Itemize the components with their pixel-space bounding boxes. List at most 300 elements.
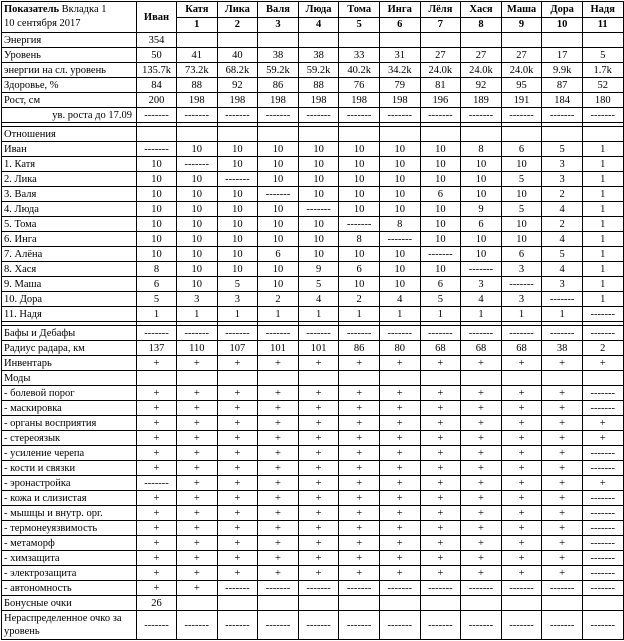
cell-11: ------- [582, 491, 623, 506]
cell-5: + [339, 446, 380, 461]
cell-ivan: + [137, 566, 177, 581]
empty-cell [298, 371, 339, 386]
column-number: 8 [461, 17, 501, 32]
column-header-ivan: Иван [137, 2, 177, 33]
cell-6: ------- [379, 232, 420, 247]
mod-row [2, 581, 624, 596]
cell-1: 10 [177, 172, 218, 187]
cell-4: 38 [298, 48, 339, 63]
empty-cell [137, 127, 177, 142]
cell-5: + [339, 476, 380, 491]
cell-3: + [258, 401, 299, 416]
cell-9: + [501, 461, 542, 476]
cell-10: + [542, 401, 583, 416]
cell-8: + [461, 386, 502, 401]
cell-10: ------- [542, 611, 583, 640]
cell-7: + [420, 536, 461, 551]
cell-4: + [298, 431, 339, 446]
cell-8: 27 [461, 48, 502, 63]
cell-5: 10 [339, 277, 380, 292]
relation-row [2, 217, 624, 232]
cell-3: 10 [258, 157, 299, 172]
row-label: - автономность [2, 581, 137, 596]
cell-9: 191 [501, 93, 542, 108]
cell-8: + [461, 356, 502, 371]
cell-6: + [379, 476, 420, 491]
cell-ivan: 10 [137, 232, 177, 247]
cell-6: 31 [379, 48, 420, 63]
cell-7: + [420, 431, 461, 446]
cell-10: + [542, 521, 583, 536]
cell-10: + [542, 446, 583, 461]
cell-7: ------- [420, 611, 461, 640]
cell-10: 2 [542, 187, 583, 202]
cell-8: + [461, 461, 502, 476]
row-label: - болевой порог [2, 386, 137, 401]
cell-4: ------- [298, 611, 339, 640]
cell-10: 3 [542, 172, 583, 187]
cell-ivan: 137 [137, 341, 177, 356]
cell-11: 1 [582, 277, 623, 292]
row-label: Радиус радара, км [2, 341, 137, 356]
table-title-cell [2, 2, 137, 33]
empty-cell [501, 127, 542, 142]
empty-cell [217, 127, 258, 142]
cell-5: ------- [339, 217, 380, 232]
mod-row [2, 461, 624, 476]
cell-3: 10 [258, 262, 299, 277]
cell-5 [339, 33, 380, 48]
cell-11 [582, 596, 623, 611]
cell-5: 198 [339, 93, 380, 108]
cell-5: + [339, 416, 380, 431]
cell-6: + [379, 416, 420, 431]
cell-1: + [177, 581, 218, 596]
column-name: Катя [185, 3, 209, 15]
cell-7: + [420, 461, 461, 476]
empty-cell [501, 371, 542, 386]
cell-7: 10 [420, 142, 461, 157]
cell-9: ------- [501, 611, 542, 640]
cell-7: 27 [420, 48, 461, 63]
cell-8: + [461, 401, 502, 416]
empty-cell [298, 127, 339, 142]
bonus-row [2, 596, 624, 611]
cell-2: + [217, 356, 258, 371]
cell-3: 2 [258, 292, 299, 307]
cell-3: 10 [258, 172, 299, 187]
cell-8: 189 [461, 93, 502, 108]
cell-2: 10 [217, 247, 258, 262]
cell-10: 9.9k [542, 63, 583, 78]
cell-1: + [177, 431, 218, 446]
row-label: 10. Дора [2, 292, 137, 307]
row-label: - органы восприятия [2, 416, 137, 431]
cell-7: 1 [420, 307, 461, 322]
cell-4: + [298, 416, 339, 431]
cell-ivan: ------- [137, 611, 177, 640]
cell-ivan: 26 [137, 596, 177, 611]
cell-ivan: + [137, 551, 177, 566]
relation-row [2, 292, 624, 307]
empty-cell [542, 371, 583, 386]
cell-9: 10 [501, 187, 542, 202]
cell-7: + [420, 446, 461, 461]
cell-4: 101 [298, 341, 339, 356]
cell-5: 40.2k [339, 63, 380, 78]
cell-10: + [542, 386, 583, 401]
mod-row [2, 446, 624, 461]
column-name: Дора [550, 3, 574, 15]
cell-7: 5 [420, 292, 461, 307]
cell-3: + [258, 536, 299, 551]
cell-4: + [298, 566, 339, 581]
stat-row [2, 78, 624, 93]
cell-8: + [461, 491, 502, 506]
cell-7: + [420, 521, 461, 536]
cell-10 [542, 596, 583, 611]
cell-11: ------- [582, 566, 623, 581]
cell-8: 8 [461, 142, 502, 157]
cell-10: 4 [542, 262, 583, 277]
cell-4: 10 [298, 142, 339, 157]
cell-5: 10 [339, 157, 380, 172]
cell-4: ------- [298, 326, 339, 341]
cell-ivan: ------- [137, 476, 177, 491]
cell-2: 5 [217, 277, 258, 292]
cell-ivan: 8 [137, 262, 177, 277]
column-number: 5 [339, 17, 379, 32]
column-name: Валя [266, 3, 290, 15]
cell-3 [258, 596, 299, 611]
cell-11: 52 [582, 78, 623, 93]
cell-5: 6 [339, 262, 380, 277]
cell-2: + [217, 536, 258, 551]
cell-11: + [582, 431, 623, 446]
mod-row [2, 431, 624, 446]
relation-row [2, 277, 624, 292]
cell-6: + [379, 431, 420, 446]
cell-7: + [420, 386, 461, 401]
cell-10: 1 [542, 307, 583, 322]
cell-8: + [461, 551, 502, 566]
stat-row [2, 63, 624, 78]
cell-1: + [177, 536, 218, 551]
cell-2: 10 [217, 157, 258, 172]
cell-2 [217, 596, 258, 611]
stat-row [2, 48, 624, 63]
column-number: 7 [421, 17, 461, 32]
cell-7: 10 [420, 232, 461, 247]
cell-11: ------- [582, 446, 623, 461]
cell-1: + [177, 476, 218, 491]
cell-6: 10 [379, 202, 420, 217]
section-title: Моды [2, 371, 137, 386]
cell-ivan: + [137, 386, 177, 401]
mods-title-row [2, 371, 624, 386]
cell-6: ------- [379, 326, 420, 341]
cell-2: 92 [217, 78, 258, 93]
row-label: 3. Валя [2, 187, 137, 202]
cell-8 [461, 596, 502, 611]
row-label: - усиление черепа [2, 446, 137, 461]
cell-9: ------- [501, 326, 542, 341]
cell-1: ------- [177, 326, 218, 341]
cell-4: + [298, 521, 339, 536]
cell-6: + [379, 491, 420, 506]
cell-5: 10 [339, 187, 380, 202]
cell-1: + [177, 401, 218, 416]
cell-2: + [217, 431, 258, 446]
cell-8: 6 [461, 217, 502, 232]
empty-cell [339, 371, 380, 386]
cell-7: ------- [420, 108, 461, 123]
cell-2: + [217, 416, 258, 431]
cell-6: 1 [379, 307, 420, 322]
cell-3: + [258, 566, 299, 581]
cell-10: 5 [542, 142, 583, 157]
cell-4: 5 [298, 277, 339, 292]
cell-4: 10 [298, 187, 339, 202]
cell-8: 4 [461, 292, 502, 307]
cell-3: ------- [258, 187, 299, 202]
cell-2: 10 [217, 262, 258, 277]
cell-5: 33 [339, 48, 380, 63]
cell-9: + [501, 521, 542, 536]
cell-9: + [501, 386, 542, 401]
cell-3: + [258, 446, 299, 461]
empty-cell [137, 371, 177, 386]
cell-1: 10 [177, 277, 218, 292]
cell-5: + [339, 566, 380, 581]
relation-row [2, 142, 624, 157]
cell-11: 1 [582, 187, 623, 202]
cell-8: 10 [461, 187, 502, 202]
cell-2: + [217, 521, 258, 536]
cell-1: + [177, 551, 218, 566]
column-header-11 [582, 2, 623, 33]
cell-ivan: 10 [137, 187, 177, 202]
cell-7: ------- [420, 247, 461, 262]
cell-5: 86 [339, 341, 380, 356]
cell-8: ------- [461, 108, 502, 123]
cell-7: + [420, 356, 461, 371]
cell-10: + [542, 491, 583, 506]
empty-cell [420, 371, 461, 386]
cell-5: ------- [339, 611, 380, 640]
cell-11: ------- [582, 401, 623, 416]
cell-8: + [461, 506, 502, 521]
cell-6: ------- [379, 611, 420, 640]
cell-1: 10 [177, 187, 218, 202]
cell-2: + [217, 386, 258, 401]
column-number: 11 [583, 17, 623, 32]
cell-3: + [258, 521, 299, 536]
cell-1: 10 [177, 202, 218, 217]
empty-cell [258, 127, 299, 142]
cell-7: 10 [420, 262, 461, 277]
cell-10: ------- [542, 108, 583, 123]
cell-9: + [501, 506, 542, 521]
cell-4: 10 [298, 232, 339, 247]
cell-6: 10 [379, 187, 420, 202]
cell-3: 59.2k [258, 63, 299, 78]
cell-ivan: + [137, 431, 177, 446]
cell-1: 10 [177, 247, 218, 262]
cell-7: 6 [420, 187, 461, 202]
cell-11 [582, 33, 623, 48]
cell-11: ------- [582, 108, 623, 123]
column-name: Тома [347, 3, 372, 15]
cell-1: + [177, 386, 218, 401]
cell-9: 5 [501, 172, 542, 187]
cell-5: + [339, 506, 380, 521]
cell-10: + [542, 551, 583, 566]
column-header-8 [461, 2, 502, 33]
cell-1: ------- [177, 157, 218, 172]
cell-6: + [379, 536, 420, 551]
cell-8: 1 [461, 307, 502, 322]
table-title: Показатель [4, 4, 60, 15]
column-header-4 [298, 2, 339, 33]
cell-1: 41 [177, 48, 218, 63]
cell-11: ------- [582, 551, 623, 566]
cell-11: ------- [582, 461, 623, 476]
cell-6: + [379, 446, 420, 461]
cell-ivan: 354 [137, 33, 177, 48]
cell-3: ------- [258, 108, 299, 123]
cell-1: 10 [177, 217, 218, 232]
row-label: ув. роста до 17.09 [2, 108, 137, 123]
row-label: энергии на сл. уровень [2, 63, 137, 78]
cell-8: + [461, 476, 502, 491]
cell-9: + [501, 491, 542, 506]
mod-row [2, 521, 624, 536]
column-header-6 [379, 2, 420, 33]
row-label: 7. Алёна [2, 247, 137, 262]
cell-4: 59.2k [298, 63, 339, 78]
cell-ivan: 1 [137, 307, 177, 322]
relation-row [2, 232, 624, 247]
cell-8: ------- [461, 611, 502, 640]
cell-1 [177, 596, 218, 611]
cell-3: + [258, 461, 299, 476]
cell-7: 68 [420, 341, 461, 356]
cell-8: 10 [461, 232, 502, 247]
cell-ivan: + [137, 521, 177, 536]
row-label: 11. Надя [2, 307, 137, 322]
row-label: - метаморф [2, 536, 137, 551]
mod-row [2, 566, 624, 581]
cell-9: 10 [501, 217, 542, 232]
column-header-2 [217, 2, 258, 33]
cell-9: + [501, 551, 542, 566]
cell-3: 1 [258, 307, 299, 322]
cell-2: ------- [217, 611, 258, 640]
cell-1: 10 [177, 262, 218, 277]
cell-7: 10 [420, 202, 461, 217]
cell-ivan: + [137, 506, 177, 521]
cell-11: 1 [582, 142, 623, 157]
cell-7: + [420, 491, 461, 506]
cell-10: + [542, 431, 583, 446]
empty-cell [217, 371, 258, 386]
cell-3: + [258, 491, 299, 506]
cell-1: 10 [177, 142, 218, 157]
cell-2: + [217, 491, 258, 506]
cell-10: 4 [542, 232, 583, 247]
cell-6: + [379, 566, 420, 581]
header-row [2, 2, 624, 33]
cell-9: 68 [501, 341, 542, 356]
row-label: - эронастройка [2, 476, 137, 491]
cell-11: ------- [582, 521, 623, 536]
cell-6 [379, 33, 420, 48]
cell-10: + [542, 566, 583, 581]
relation-row [2, 157, 624, 172]
cell-9: ------- [501, 108, 542, 123]
cell-3: 198 [258, 93, 299, 108]
cell-6: ------- [379, 108, 420, 123]
cell-ivan: 10 [137, 172, 177, 187]
cell-3: ------- [258, 581, 299, 596]
cell-9 [501, 33, 542, 48]
cell-5: ------- [339, 108, 380, 123]
cell-5: 10 [339, 142, 380, 157]
cell-ivan: 5 [137, 292, 177, 307]
cell-4 [298, 33, 339, 48]
cell-ivan: 84 [137, 78, 177, 93]
cell-10: + [542, 416, 583, 431]
cell-8: 9 [461, 202, 502, 217]
cell-5 [339, 596, 380, 611]
cell-7 [420, 33, 461, 48]
cell-ivan: 10 [137, 202, 177, 217]
cell-6: 10 [379, 247, 420, 262]
cell-10: + [542, 461, 583, 476]
row-label: 6. Инга [2, 232, 137, 247]
cell-5: + [339, 401, 380, 416]
cell-5: ------- [339, 326, 380, 341]
cell-ivan: + [137, 416, 177, 431]
cell-ivan: + [137, 491, 177, 506]
cell-1 [177, 33, 218, 48]
cell-1: + [177, 491, 218, 506]
cell-5: 2 [339, 292, 380, 307]
cell-10: 2 [542, 217, 583, 232]
cell-10 [542, 33, 583, 48]
cell-2: + [217, 446, 258, 461]
column-name: Хася [469, 3, 493, 15]
cell-4: 1 [298, 307, 339, 322]
empty-cell [582, 127, 623, 142]
cell-10: 4 [542, 202, 583, 217]
cell-10: + [542, 476, 583, 491]
cell-9: 27 [501, 48, 542, 63]
stat-row [2, 93, 624, 108]
cell-4: 198 [298, 93, 339, 108]
cell-11: 1 [582, 292, 623, 307]
cell-10: + [542, 536, 583, 551]
cell-9: 1 [501, 307, 542, 322]
cell-6: ------- [379, 581, 420, 596]
cell-8: 10 [461, 247, 502, 262]
cell-5: + [339, 551, 380, 566]
cell-8: + [461, 566, 502, 581]
cell-11: ------- [582, 581, 623, 596]
cell-6: 198 [379, 93, 420, 108]
cell-1: + [177, 356, 218, 371]
